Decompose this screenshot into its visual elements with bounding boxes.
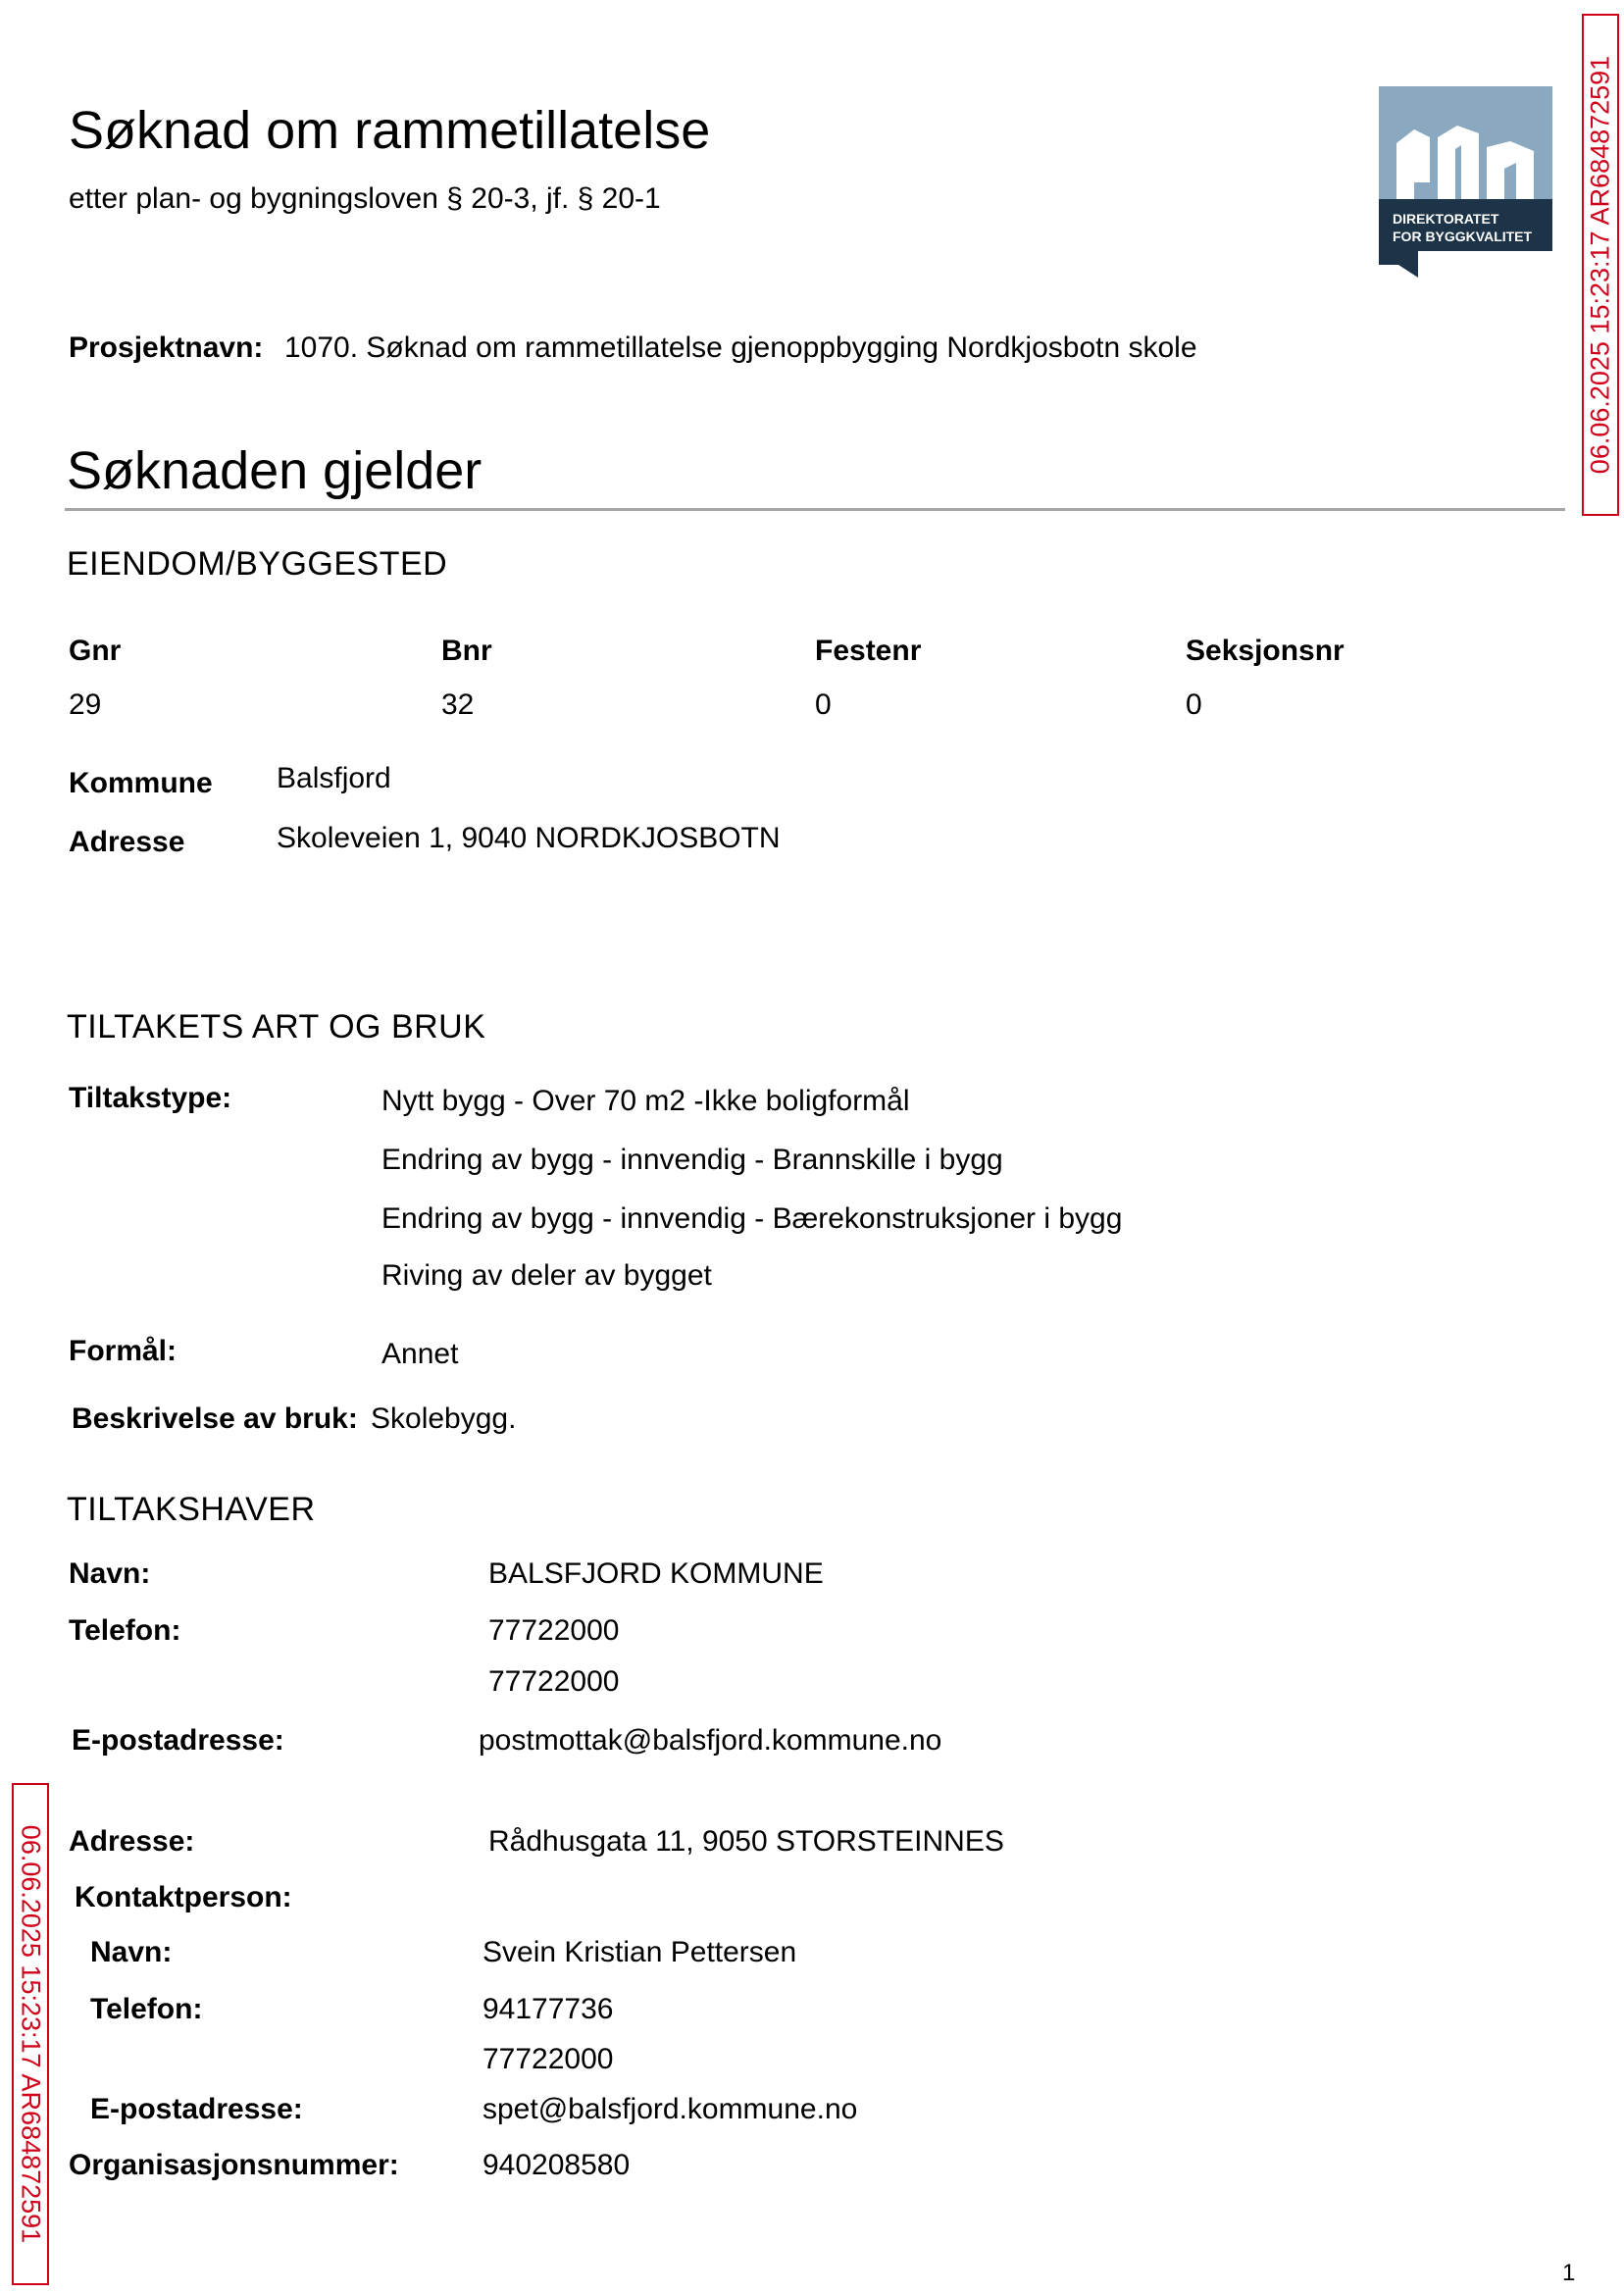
kommune-label: Kommune	[69, 767, 213, 799]
tiltakshaver-telefon-value: 77722000	[488, 1614, 620, 1647]
document-subtitle: etter plan- og bygningsloven § 20-3, jf. § 20-1	[69, 182, 661, 215]
kommune-value: Balsfjord	[277, 762, 391, 794]
dibk-logo	[1379, 86, 1552, 278]
adresse-value: Skoleveien 1, 9040 NORDKJOSBOTN	[277, 822, 781, 854]
festenr-value: 0	[815, 688, 832, 721]
kontakt-telefon-value: 77722000	[482, 2043, 614, 2075]
tiltakstype-item: Endring av bygg - innvendig - Brannskille i bygg	[381, 1144, 1003, 1176]
tiltakshaver-navn-value: BALSFJORD KOMMUNE	[488, 1557, 824, 1590]
page-number: 1	[1562, 2260, 1576, 2286]
kontakt-epost-label: E-postadresse:	[90, 2093, 303, 2125]
project-label: Prosjektnavn:	[69, 331, 264, 364]
project-value: 1070. Søknad om rammetillatelse gjenoppbygging Nordkjosbotn skole	[284, 331, 1197, 364]
tiltakshaver-epost-value: postmottak@balsfjord.kommune.no	[479, 1724, 942, 1757]
tiltakshaver-telefon-value: 77722000	[488, 1665, 620, 1698]
bnr-label: Bnr	[441, 635, 492, 667]
section-title: Søknaden gjelder	[67, 441, 482, 500]
kontakt-epost-value: spet@balsfjord.kommune.no	[482, 2093, 858, 2125]
gnr-value: 29	[69, 688, 102, 721]
tiltakstype-item: Endring av bygg - innvendig - Bærekonstruksjoner i bygg	[381, 1202, 1123, 1235]
section-divider	[65, 508, 1565, 511]
dibk-logo-graphic	[1379, 86, 1552, 278]
logo-text-line1: DIREKTORATET	[1393, 211, 1499, 227]
tiltakshaver-adresse-value: Rådhusgata 11, 9050 STORSTEINNES	[488, 1825, 1004, 1858]
orgnr-value: 940208580	[482, 2149, 631, 2181]
tiltakshaver-adresse-label: Adresse:	[69, 1825, 195, 1858]
tiltakstype-item: Nytt bygg - Over 70 m2 -Ikke boligformål	[381, 1085, 910, 1117]
tiltakshaver-navn-label: Navn:	[69, 1557, 151, 1590]
tiltakstype-item: Riving av deler av bygget	[381, 1259, 712, 1292]
tiltakshaver-heading: TILTAKSHAVER	[67, 1491, 316, 1528]
bruk-label: Beskrivelse av bruk:	[72, 1402, 358, 1435]
adresse-label: Adresse	[69, 826, 185, 858]
festenr-label: Festenr	[815, 635, 922, 667]
bruk-value: Skolebygg.	[371, 1402, 517, 1435]
property-heading: EIENDOM/BYGGESTED	[67, 545, 448, 583]
stamp-right-text: 06.06.2025 15:23:17 AR684872591	[1585, 55, 1615, 475]
tiltakshaver-telefon-label: Telefon:	[69, 1614, 181, 1647]
stamp-right	[1582, 14, 1619, 516]
seksjonsnr-value: 0	[1186, 688, 1202, 721]
gnr-label: Gnr	[69, 635, 122, 667]
tiltak-heading: TILTAKETS ART OG BRUK	[67, 1008, 486, 1045]
stamp-left	[12, 1783, 49, 2285]
kontakt-navn-value: Svein Kristian Pettersen	[482, 1936, 797, 1968]
document-title: Søknad om rammetillatelse	[69, 101, 711, 160]
logo-text-line2: FOR BYGGKVALITET	[1393, 229, 1533, 244]
formal-label: Formål:	[69, 1335, 178, 1367]
orgnr-label: Organisasjonsnummer:	[69, 2149, 399, 2181]
kontakt-telefon-label: Telefon:	[90, 1993, 203, 2025]
tiltakshaver-epost-label: E-postadresse:	[72, 1724, 284, 1757]
bnr-value: 32	[441, 688, 475, 721]
stamp-left-text: 06.06.2025 15:23:17 AR684872591	[16, 1824, 46, 2244]
tiltakstype-label: Tiltakstype:	[69, 1082, 232, 1114]
kontakt-telefon-value: 94177736	[482, 1993, 614, 2025]
kontakt-navn-label: Navn:	[90, 1936, 173, 1968]
kontaktperson-label: Kontaktperson:	[75, 1881, 292, 1913]
seksjonsnr-label: Seksjonsnr	[1186, 635, 1345, 667]
formal-value: Annet	[381, 1338, 459, 1370]
